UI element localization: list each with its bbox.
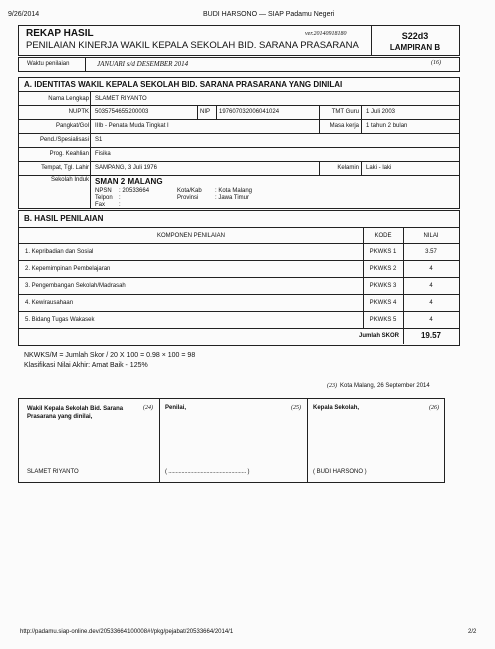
period-marker: (16) xyxy=(431,60,441,66)
fax-value: : xyxy=(119,202,121,208)
nuptk-value: 5035754655200003 xyxy=(95,109,149,115)
telpon-label: Telpon xyxy=(95,195,113,201)
telpon-value: : xyxy=(119,195,121,201)
nama-label: Nama Lengkap xyxy=(48,96,89,102)
pangkat-value: IIIb - Penata Muda Tingkat I xyxy=(95,123,169,129)
nama-value: SLAMET RIYANTO xyxy=(95,96,147,102)
nip-label: NIP xyxy=(200,109,211,115)
kelamin-label: Kelamin xyxy=(337,165,359,171)
pend-value: S1 xyxy=(95,137,103,143)
sig2-name: ( ..................................................... ) xyxy=(165,469,250,475)
report-version: ver.20140918180 xyxy=(305,31,347,37)
npsn-value: : 20533664 xyxy=(119,188,150,194)
sekolah-name: SMAN 2 MALANG xyxy=(95,177,163,186)
report-code: S22d3 xyxy=(401,31,429,41)
result-komponen: 4. Kewirausahaan xyxy=(25,300,74,306)
result-row xyxy=(19,243,459,260)
print-page-number: 2/2 xyxy=(468,629,477,635)
tmt-label: TMT Guru xyxy=(331,109,359,115)
result-kode: PKWKS 1 xyxy=(369,249,397,255)
result-komponen: 2. Kepemimpinan Pembelajaran xyxy=(25,266,111,272)
section-identity xyxy=(18,77,460,209)
result-komponen: 5. Bidang Tugas Wakasek xyxy=(25,317,95,323)
report-lampiran: LAMPIRAN B xyxy=(389,43,441,52)
prog-value: Fisika xyxy=(95,151,111,157)
col-nilai: NILAI xyxy=(423,233,439,239)
report-subtitle: PENILAIAN KINERJA WAKIL KEPALA SEKOLAH BID. SARANA PRASARANA xyxy=(26,40,359,51)
jumlah-value: 19.57 xyxy=(420,331,442,340)
result-komponen: 3. Pengembangan Sekolah/Madrasah xyxy=(25,283,126,289)
tmt-value: 1 Juli 2003 xyxy=(366,109,396,115)
ttl-value: SAMPANG, 3 Juli 1976 xyxy=(95,165,157,171)
sig1-title: Wakil Kepala Sekolah Bid. Sarana Prasarana yang dinilai, xyxy=(27,406,124,420)
formula-line-2: Klasifikasi Nilai Akhir: Amat Baik - 125% xyxy=(24,362,148,369)
signature-table xyxy=(18,398,445,483)
fax-label: Fax xyxy=(95,202,106,208)
result-row xyxy=(19,311,459,328)
col-kode: KODE xyxy=(374,233,392,239)
sig1-name: SLAMET RIYANTO xyxy=(27,469,79,475)
section-b-title: B. HASIL PENILAIAN xyxy=(24,214,104,223)
kelamin-value: Laki - laki xyxy=(366,165,392,171)
result-nilai: 4 xyxy=(429,300,433,306)
print-date: 9/26/2014 xyxy=(8,11,40,18)
result-kode: PKWKS 4 xyxy=(369,300,397,306)
formula-line-1: NKWKS/M = Jumlah Skor / 20 X 100 = 0.98 × 100 = 98 xyxy=(24,352,196,359)
result-nilai: 4 xyxy=(429,266,433,272)
kota-value: : Kota Malang xyxy=(215,188,253,194)
sig2-marker: (25) xyxy=(291,405,301,411)
sig2-title: Penilai, xyxy=(165,405,187,411)
print-url[interactable]: http://padamu.siap-online.dev/20533664100008#!/pkg/pejabat/20533664/2014/1 xyxy=(20,629,234,635)
print-title: BUDI HARSONO — SIAP Padamu Negeri xyxy=(203,11,335,18)
prov-value: : Jawa Timur xyxy=(215,195,250,201)
section-results xyxy=(18,210,460,346)
sekolah-label: Sekolah Induk xyxy=(50,177,89,183)
npsn-label: NPSN xyxy=(95,188,112,194)
place-date: Kota Malang, 26 September 2014 xyxy=(340,383,430,389)
result-kode: PKWKS 2 xyxy=(369,266,397,272)
result-komponen: 1. Kepribadian dan Sosial xyxy=(25,249,94,255)
period-value: JANUARI s/d DESEMBER 2014 xyxy=(97,60,189,68)
pangkat-label: Pangkat/Gol xyxy=(55,123,89,129)
result-nilai: 4 xyxy=(429,283,433,289)
sig3-name: ( BUDI HARSONO ) xyxy=(313,469,367,475)
result-row xyxy=(19,277,459,294)
result-kode: PKWKS 3 xyxy=(369,283,397,289)
sig3-title: Kepala Sekolah, xyxy=(313,405,360,411)
result-row xyxy=(19,260,459,277)
report-title: REKAP HASIL xyxy=(26,28,94,39)
result-row xyxy=(19,294,459,311)
jumlah-label: Jumlah SKOR xyxy=(358,333,399,339)
pend-label: Pend./Spesialisasi xyxy=(39,137,89,143)
period-box xyxy=(18,57,460,72)
sig3-marker: (26) xyxy=(429,405,439,411)
place-date-marker: (23) xyxy=(327,383,337,389)
kota-label: Kota/Kab xyxy=(177,188,202,194)
ttl-label: Tempat, Tgl. Lahir xyxy=(41,165,89,171)
masa-label: Masa kerja xyxy=(329,123,359,129)
result-kode: PKWKS 5 xyxy=(369,317,397,323)
report-title-box xyxy=(18,25,460,56)
section-a-title: A. IDENTITAS WAKIL KEPALA SEKOLAH BID. SARANA PRASARANA YANG DINILAI xyxy=(24,80,343,89)
result-nilai: 4 xyxy=(429,317,433,323)
period-label: Waktu penilaian xyxy=(27,61,70,67)
result-nilai: 3.57 xyxy=(425,249,437,255)
nip-value: 197607032006041024 xyxy=(219,109,280,115)
masa-value: 1 tahun 2 bulan xyxy=(366,123,408,129)
prog-label: Prog. Keahlian xyxy=(49,151,89,157)
prov-label: Provinsi xyxy=(177,195,199,201)
nuptk-label: NUPTK xyxy=(68,109,89,115)
col-komponen: KOMPONEN PENILAIAN xyxy=(156,233,225,239)
sig1-marker: (24) xyxy=(143,405,153,411)
